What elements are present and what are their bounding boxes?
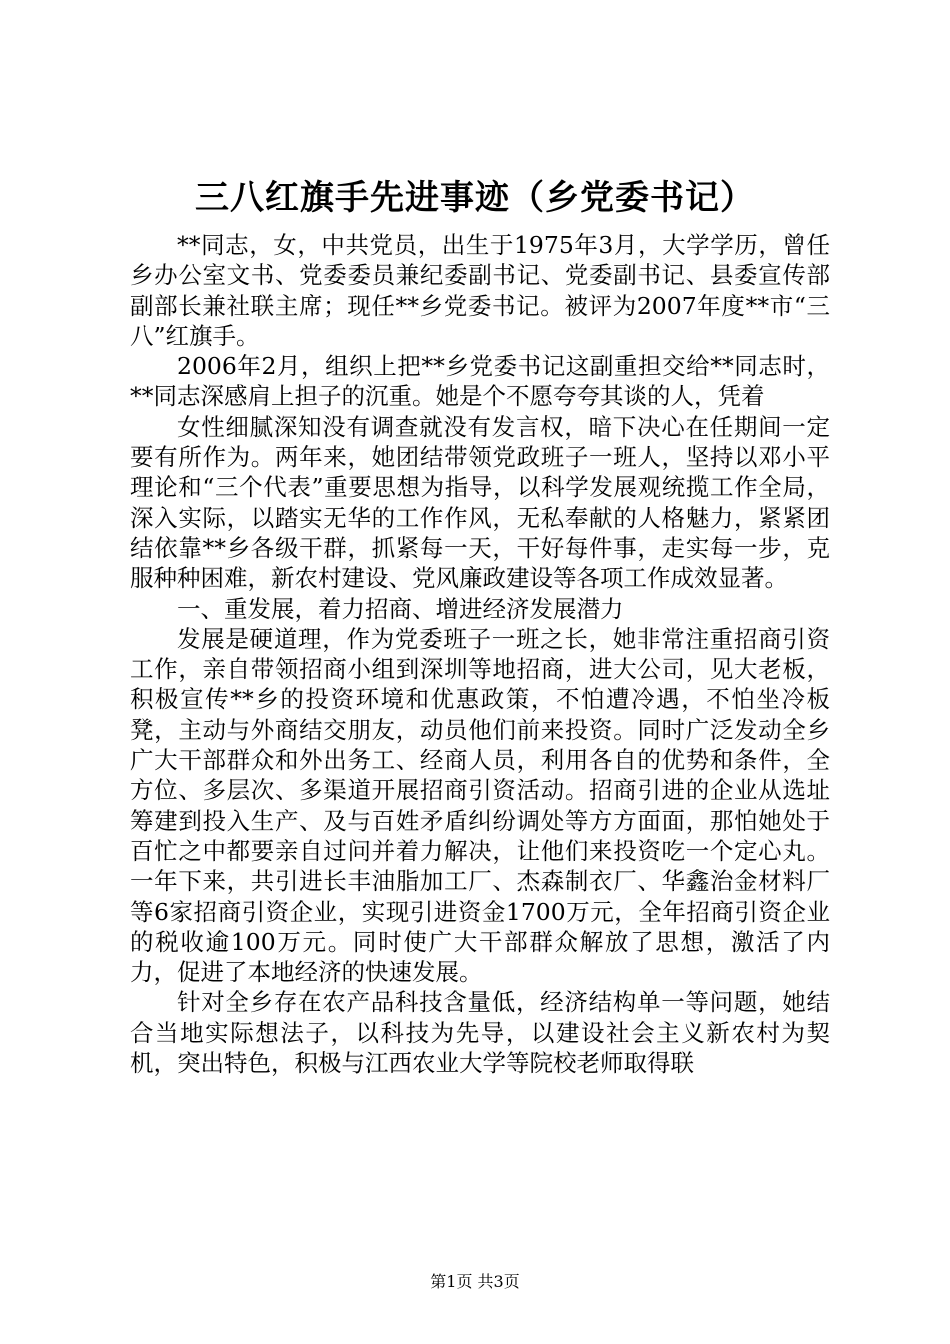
page-number-footer: 第1页 共3页 <box>430 1272 520 1291</box>
document-body <box>130 230 830 1078</box>
paragraph-intro: **同志，女，中共党员，出生于1975年3月，大学学历，曾任乡办公室文书、党委委员兼纪委副书记、党委副书记、县委宣传部副部长兼社联主席；现任**乡党委书记。被评为2007年度**市“三八”红旗手。 <box>130 231 830 350</box>
document-title: 三八红旗手先进事迹（乡党委书记） <box>195 178 755 218</box>
paragraph-technology: 针对全乡存在农产品科技含量低，经济结构单一等问题，她结合当地实际想法子，以科技为先导，以建设社会主义新农村为契机，突出特色，积极与江西农业大学等院校老师取得联 <box>130 988 830 1078</box>
paragraph-leadership: 女性细腻深知没有调查就没有发言权，暗下决心在任期间一定要有所作为。两年来，她团结带领党政班子一班人，坚持以邓小平理论和“三个代表”重要思想为指导，以科学发展观统揽工作全局，深入实际，以踏实无华的工作作风，无私奉献的人格魅力，紧紧团结依靠**乡各级干群，抓紧每一天，干好每件事，走实每一步，克服种种困难，新农村建设、党风廉政建设等各项工作成效显著。 <box>130 412 830 593</box>
paragraph-appointment: 2006年2月，组织上把**乡党委书记这副重担交给**同志时，**同志深感肩上担子的沉重。她是个不愿夸夸其谈的人，凭着 <box>130 352 830 411</box>
section-heading-1: 一、重发展，着力招商、增进经济发展潜力 <box>177 594 624 623</box>
paragraph-investment: 发展是硬道理，作为党委班子一班之长，她非常注重招商引资工作，亲自带领招商小组到深圳等地招商，进大公司，见大老板，积极宣传**乡的投资环境和优惠政策，不怕遭冷遇，不怕坐冷板凳，主动与外商结交朋友，动员他们前来投资。同时广泛发动全乡广大干部群众和外出务工、经商人员，利用各自的优势和条件，全方位、多层次、多渠道开展招商引资活动。招商引进的企业从选址筹建到投入生产、及与百姓矛盾纠纷调处等方方面面，那怕她处于百忙之中都要亲自过问并着力解决，让他们来投资吃一个定心丸。一年下来，共引进长丰油脂加工厂、杰森制衣厂、华鑫治金材料厂等6家招商引资企业，实现引进资金1700万元，全年招商引资企业的税收逾100万元。同时使广大干部群众解放了思想，激活了内力，促进了本地经济的快速发展。 <box>130 624 830 987</box>
